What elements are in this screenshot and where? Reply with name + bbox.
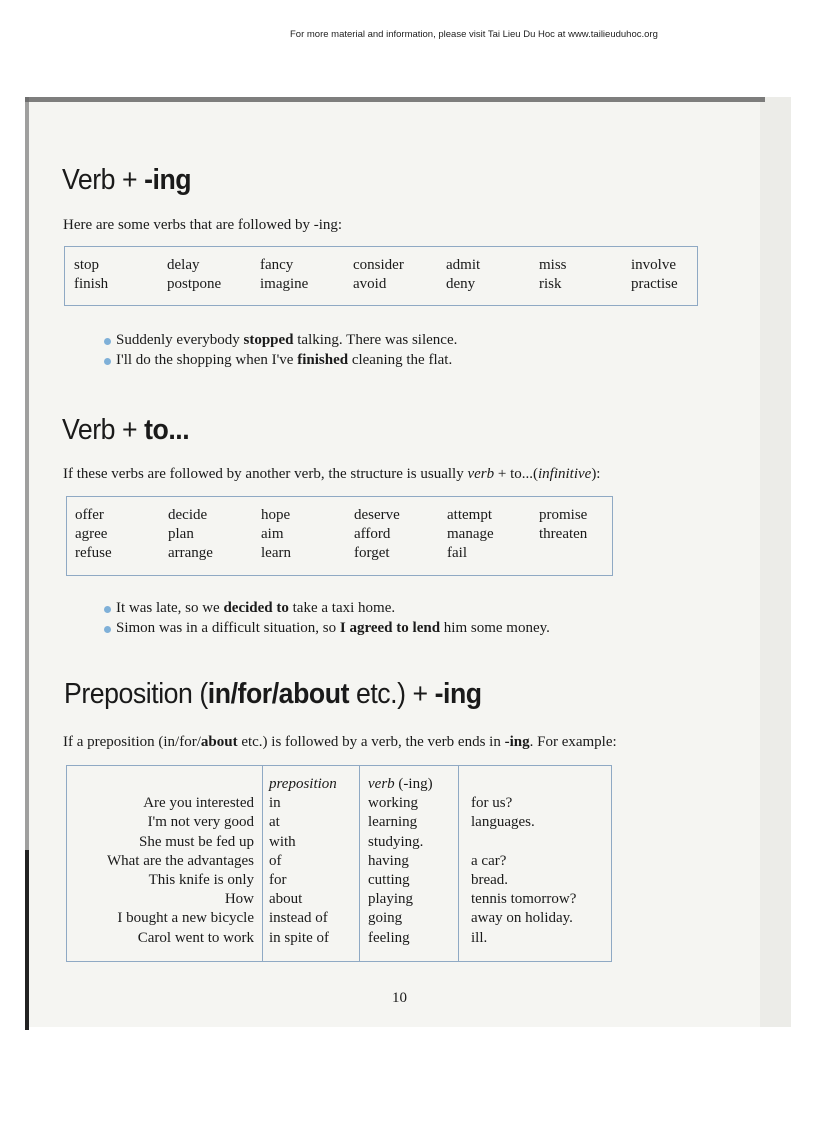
- sentence-start: What are the advantages: [106, 852, 254, 869]
- table-row: [67, 795, 612, 814]
- verb-cell: fancy: [260, 257, 294, 273]
- sentence-start: This knife is only: [148, 871, 254, 888]
- table-row: [75, 526, 587, 545]
- verb-cell: offer: [75, 507, 104, 523]
- verb-cell: deny: [446, 276, 476, 292]
- verb-cell: fail: [447, 545, 467, 561]
- sentence-end: away on holiday.: [459, 910, 612, 929]
- verb-cell: aim: [261, 526, 284, 542]
- page-number: 10: [392, 990, 407, 1006]
- bullet-icon: [104, 606, 111, 613]
- bullet-icon: [104, 626, 111, 633]
- verb-cell: refuse: [75, 545, 112, 561]
- sentence-end: for us?: [459, 795, 612, 814]
- verb-cell: risk: [539, 276, 562, 292]
- heading-verb-ing: Verb + -ing: [62, 164, 192, 196]
- verb-ing-table: [74, 257, 678, 295]
- verb-cell: avoid: [353, 276, 387, 292]
- verb-cell: afford: [354, 526, 391, 542]
- examples-verb-to: [104, 600, 550, 640]
- table-row: [75, 545, 587, 564]
- verb-cell: learn: [261, 545, 291, 561]
- table-row: [67, 853, 612, 872]
- verb-cell: forget: [354, 545, 390, 561]
- header-cell: [459, 766, 612, 796]
- preposition-table: [66, 765, 612, 962]
- examples-verb-ing: [104, 332, 457, 372]
- intro-verb-ing: Here are some verbs that are followed by -ing:: [63, 217, 343, 233]
- verb-cell: admit: [446, 257, 481, 273]
- verb-cell: stop: [74, 257, 100, 273]
- sentence-end: ill.: [459, 930, 612, 962]
- sentence-end: bread.: [459, 872, 612, 891]
- verb-cell: delay: [167, 257, 200, 273]
- scan-left-border-dark: [25, 850, 29, 1030]
- table-row: [67, 910, 612, 929]
- table-header-row: [67, 766, 612, 796]
- preposition-cell: in: [263, 795, 360, 814]
- table-row: [67, 814, 612, 833]
- preposition-cell: in spite of: [263, 930, 360, 962]
- verb-ing-box: [64, 246, 698, 306]
- verb-cell: practise: [631, 276, 678, 292]
- verb-cell: hope: [261, 507, 291, 523]
- heading-verb-to: Verb + to...: [62, 414, 190, 446]
- sentence-start: Carol went to work: [137, 929, 254, 946]
- verb-cell: involve: [631, 257, 676, 273]
- preposition-cell: about: [263, 891, 360, 910]
- list-item: Simon was in a difficult situation, so I agreed to lend him some money.: [104, 620, 550, 640]
- verb-cell: decide: [168, 507, 208, 523]
- verb-cell: postpone: [167, 276, 222, 292]
- verb-cell: manage: [447, 526, 494, 542]
- verb-cell: consider: [353, 257, 404, 273]
- verb-cell: attempt: [447, 507, 492, 523]
- sentence-end: tennis tomorrow?: [459, 891, 612, 910]
- table-row: [74, 257, 678, 276]
- bullet-icon: [104, 358, 111, 365]
- list-item: I'll do the shopping when I've finished cleaning the flat.: [104, 352, 457, 372]
- verb-cell: threaten: [539, 526, 588, 542]
- verb-cell: feeling: [360, 930, 459, 962]
- sentence-start: Are you interested: [143, 795, 254, 812]
- verb-cell: studying.: [360, 834, 459, 853]
- verb-cell: plan: [168, 526, 194, 542]
- verb-cell: [539, 545, 587, 564]
- table-row: [67, 930, 612, 962]
- verb-cell: playing: [360, 891, 459, 910]
- intro-preposition-ing: If a preposition (in/for/about etc.) is followed by a verb, the verb ends in -ing. For example:: [63, 734, 617, 750]
- verb-to-box: [66, 496, 613, 576]
- header-cell: [67, 766, 263, 796]
- sentence-end: [459, 834, 612, 853]
- verb-cell: agree: [75, 526, 108, 542]
- preposition-cell: with: [263, 834, 360, 853]
- preposition-cell: instead of: [263, 910, 360, 929]
- header-preposition: preposition: [263, 766, 360, 796]
- sentence-start: She must be fed up: [139, 833, 254, 850]
- verb-cell: arrange: [168, 545, 213, 561]
- bullet-icon: [104, 338, 111, 345]
- verb-cell: promise: [539, 507, 588, 523]
- site-notice: For more material and information, please visit Tai Lieu Du Hoc at www.tailieuduhoc.org: [290, 29, 658, 40]
- verb-to-table: [75, 507, 587, 564]
- sentence-start: I'm not very good: [147, 814, 254, 831]
- table-row: [67, 891, 612, 910]
- intro-verb-to: If these verbs are followed by another verb, the structure is usually verb + to...(infinitive):: [63, 466, 601, 482]
- sentence-start: How: [224, 891, 254, 908]
- preposition-cell: at: [263, 814, 360, 833]
- scan-top-border: [25, 97, 765, 102]
- verb-cell: imagine: [260, 276, 309, 292]
- header-verb: verb (-ing): [360, 766, 459, 796]
- list-item: It was late, so we decided to take a taxi home.: [104, 600, 550, 620]
- verb-cell: having: [360, 853, 459, 872]
- verb-cell: deserve: [354, 507, 400, 523]
- heading-preposition-ing: Preposition (in/for/about etc.) + -ing: [64, 678, 482, 710]
- preposition-cell: for: [263, 872, 360, 891]
- list-item: Suddenly everybody stopped talking. There was silence.: [104, 332, 457, 352]
- sentence-start: I bought a new bicycle: [117, 910, 254, 927]
- table-row: [75, 507, 587, 526]
- preposition-cell: of: [263, 853, 360, 872]
- table-row: [67, 834, 612, 853]
- sentence-end: languages.: [459, 814, 612, 833]
- scan-edge: [760, 97, 791, 1027]
- verb-cell: going: [360, 910, 459, 929]
- table-row: [67, 872, 612, 891]
- verb-cell: miss: [539, 257, 567, 273]
- verb-cell: working: [360, 795, 459, 814]
- table-row: [74, 276, 678, 295]
- sentence-end: a car?: [459, 853, 612, 872]
- verb-cell: learning: [360, 814, 459, 833]
- verb-cell: finish: [74, 276, 109, 292]
- verb-cell: cutting: [360, 872, 459, 891]
